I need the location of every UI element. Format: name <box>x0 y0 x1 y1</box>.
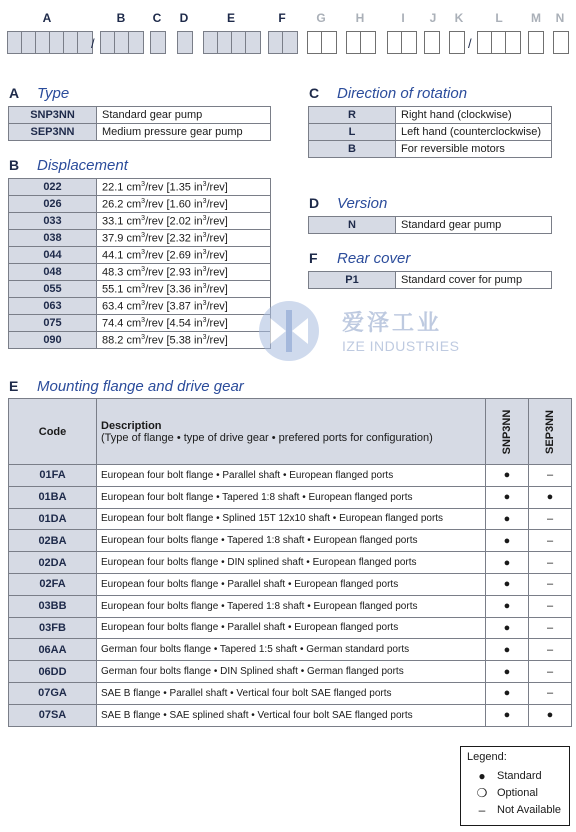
rotation-table <box>308 106 552 158</box>
imperial-value: 2.32 <box>169 232 191 245</box>
table-row <box>9 315 271 332</box>
type-table <box>8 106 271 141</box>
snp3nn-availability: ● <box>486 639 529 661</box>
section-letter: B <box>9 157 20 173</box>
code-separator: / <box>468 36 472 51</box>
unit-exponent: 3 <box>141 197 146 205</box>
table-row <box>9 617 572 639</box>
code-box-l <box>477 31 521 54</box>
mounting-code: 06AA <box>9 639 97 661</box>
type-desc: Standard gear pump <box>97 107 271 124</box>
rear-cover-table <box>308 271 552 289</box>
unit: in <box>194 283 203 296</box>
mounting-desc: European four bolts flange • Parallel shaft • European flanged ports <box>97 617 486 639</box>
snp3nn-availability: ● <box>486 617 529 639</box>
table-row <box>9 332 271 349</box>
displacement-code: 048 <box>9 264 97 281</box>
code-box-g <box>307 31 337 54</box>
unit-exponent: 3 <box>141 180 146 188</box>
unit: /rev] <box>206 215 228 228</box>
metric-value: 88.2 <box>102 334 124 347</box>
mounting-code: 01FA <box>9 465 97 487</box>
version-desc: Standard gear pump <box>396 217 552 234</box>
code-letter-m: M <box>531 11 541 25</box>
snp3nn-availability: ● <box>486 552 529 574</box>
code-box-k <box>449 31 465 54</box>
metric-value: 44.1 <box>102 249 124 262</box>
optional-circle-icon: ❍ <box>476 785 488 800</box>
column-header-description <box>97 399 486 465</box>
sep3nn-availability: – <box>529 639 572 661</box>
displacement-code: 033 <box>9 213 97 230</box>
unit: in <box>194 181 203 194</box>
displacement-value <box>97 332 271 349</box>
unit: /rev [ <box>145 317 170 330</box>
type-code: SEP3NN <box>9 124 97 141</box>
watermark-chinese: 爱泽工业 <box>342 311 443 336</box>
table-header-row <box>9 399 572 465</box>
sep3nn-availability: – <box>529 595 572 617</box>
mounting-code: 03FB <box>9 617 97 639</box>
unit: cm <box>126 266 142 279</box>
sep3nn-availability: – <box>529 465 572 487</box>
displacement-table <box>8 178 271 349</box>
code-box-j <box>424 31 440 54</box>
section-title: Displacement <box>37 157 128 174</box>
legend <box>460 746 570 826</box>
unit: /rev] <box>206 181 228 194</box>
section-heading-mounting <box>9 378 244 396</box>
mounting-desc: European four bolt flange • Tapered 1:8 shaft • European flanged ports <box>97 486 486 508</box>
displacement-value <box>97 213 271 230</box>
description-title: Description <box>101 419 162 432</box>
ize-logo-icon <box>256 298 322 364</box>
table-row <box>9 639 572 661</box>
unit: /rev [ <box>145 181 170 194</box>
section-heading-rear-cover <box>309 250 410 268</box>
code-letter-f: F <box>278 11 286 25</box>
unit: cm <box>126 215 142 228</box>
sep3nn-availability: – <box>529 552 572 574</box>
imperial-value: 3.36 <box>169 283 191 296</box>
snp3nn-availability: ● <box>486 704 529 726</box>
unit: cm <box>126 300 142 313</box>
unit: /rev] <box>206 283 228 296</box>
unit: /rev] <box>206 198 228 211</box>
unit: /rev] <box>206 232 228 245</box>
code-letter-g: G <box>316 11 326 25</box>
table-row <box>9 530 572 552</box>
unit-exponent: 3 <box>141 231 146 239</box>
code-box-n <box>553 31 569 54</box>
unit: /rev [ <box>145 300 170 313</box>
sep3nn-availability: – <box>529 573 572 595</box>
unit: /rev [ <box>145 266 170 279</box>
not-available-dash-icon: – <box>478 802 486 817</box>
unit: /rev [ <box>145 283 170 296</box>
metric-value: 48.3 <box>102 266 124 279</box>
table-row <box>9 107 271 124</box>
code-box-b <box>100 31 144 54</box>
displacement-value <box>97 230 271 247</box>
mounting-code: 03BB <box>9 595 97 617</box>
unit-exponent: 3 <box>141 282 146 290</box>
table-row <box>9 298 271 315</box>
rotation-code: R <box>309 107 396 124</box>
column-label: SEP3NN <box>544 409 556 454</box>
code-letter-n: N <box>555 11 565 25</box>
unit: /rev [ <box>145 232 170 245</box>
code-letter-h: H <box>355 11 365 25</box>
column-header-snp3nn <box>486 399 529 465</box>
column-header-sep3nn <box>529 399 572 465</box>
code-letter-l: L <box>495 11 503 25</box>
sep3nn-availability: – <box>529 530 572 552</box>
imperial-value: 2.69 <box>169 249 191 262</box>
unit: in <box>194 215 203 228</box>
imperial-value: 2.93 <box>169 266 191 279</box>
unit-exponent: 3 <box>202 299 207 307</box>
unit: in <box>194 317 203 330</box>
rotation-desc: Left hand (counterclockwise) <box>396 124 552 141</box>
code-box-d <box>177 31 193 54</box>
legend-title: Legend: <box>467 751 507 763</box>
unit-exponent: 3 <box>141 333 146 341</box>
mounting-desc: European four bolt flange • Splined 15T 12x10 shaft • European flanged ports <box>97 508 486 530</box>
unit: /rev] <box>206 334 228 347</box>
table-row <box>9 704 572 726</box>
watermark <box>256 298 476 362</box>
ordering-code-header <box>0 0 576 60</box>
mounting-code: 02FA <box>9 573 97 595</box>
code-letter-j: J <box>429 11 437 25</box>
unit: in <box>194 198 203 211</box>
mounting-code: 02BA <box>9 530 97 552</box>
sep3nn-availability: – <box>529 661 572 683</box>
imperial-value: 4.54 <box>169 317 191 330</box>
mounting-code: 07SA <box>9 704 97 726</box>
table-row <box>9 573 572 595</box>
sep3nn-availability: – <box>529 508 572 530</box>
unit: in <box>194 249 203 262</box>
snp3nn-availability: ● <box>486 486 529 508</box>
unit-exponent: 3 <box>202 180 207 188</box>
section-title: Direction of rotation <box>337 85 468 102</box>
snp3nn-availability: ● <box>486 530 529 552</box>
displacement-code: 063 <box>9 298 97 315</box>
unit-exponent: 3 <box>202 333 207 341</box>
unit: in <box>194 300 203 313</box>
type-desc: Medium pressure gear pump <box>97 124 271 141</box>
table-row <box>9 486 572 508</box>
unit-exponent: 3 <box>202 282 207 290</box>
legend-label: Not Available <box>497 803 562 816</box>
table-row <box>9 196 271 213</box>
snp3nn-availability: ● <box>486 661 529 683</box>
unit-exponent: 3 <box>141 316 146 324</box>
section-title: Rear cover <box>337 250 411 267</box>
snp3nn-availability: ● <box>486 682 529 704</box>
snp3nn-availability: ● <box>486 508 529 530</box>
unit-exponent: 3 <box>202 248 207 256</box>
unit-exponent: 3 <box>202 197 207 205</box>
snp3nn-availability: ● <box>486 595 529 617</box>
displacement-value <box>97 196 271 213</box>
unit-exponent: 3 <box>141 214 146 222</box>
table-row <box>9 465 572 487</box>
code-box-m <box>528 31 544 54</box>
unit: cm <box>126 181 142 194</box>
code-letter-c: C <box>152 11 162 25</box>
table-row <box>309 107 552 124</box>
displacement-value <box>97 298 271 315</box>
rotation-desc: Right hand (clockwise) <box>396 107 552 124</box>
table-row <box>9 281 271 298</box>
metric-value: 26.2 <box>102 198 124 211</box>
code-box-a <box>7 31 93 54</box>
section-letter: E <box>9 378 19 394</box>
sep3nn-availability: – <box>529 617 572 639</box>
mounting-desc: European four bolt flange • Parallel shaft • European flanged ports <box>97 465 486 487</box>
code-box-c <box>150 31 166 54</box>
section-letter: D <box>309 195 320 211</box>
mounting-desc: German four bolts flange • Tapered 1:5 shaft • German standard ports <box>97 639 486 661</box>
version-code: N <box>309 217 396 234</box>
section-title: Mounting flange and drive gear <box>37 378 244 395</box>
legend-item <box>467 767 563 784</box>
code-box-i <box>387 31 417 54</box>
mounting-code: 07GA <box>9 682 97 704</box>
table-row <box>9 552 572 574</box>
displacement-code: 022 <box>9 179 97 196</box>
section-heading-type <box>9 85 69 103</box>
unit: /rev] <box>206 300 228 313</box>
code-letter-a: A <box>42 11 52 25</box>
section-letter: F <box>309 250 318 266</box>
unit: in <box>194 334 203 347</box>
section-letter: C <box>309 85 320 101</box>
table-row <box>309 124 552 141</box>
unit-exponent: 3 <box>141 299 146 307</box>
unit: /rev [ <box>145 198 170 211</box>
mounting-code: 01DA <box>9 508 97 530</box>
unit: cm <box>126 198 142 211</box>
imperial-value: 1.60 <box>169 198 191 211</box>
code-box-e <box>203 31 261 54</box>
section-title: Type <box>37 85 70 102</box>
mounting-desc: SAE B flange • Parallel shaft • Vertical four bolt SAE flanged ports <box>97 682 486 704</box>
table-row <box>9 179 271 196</box>
displacement-code: 055 <box>9 281 97 298</box>
imperial-value: 1.35 <box>169 181 191 194</box>
code-box-f <box>268 31 298 54</box>
mounting-code: 06DD <box>9 661 97 683</box>
table-row <box>309 141 552 158</box>
code-separator: / <box>91 36 95 51</box>
unit-exponent: 3 <box>141 248 146 256</box>
unit: cm <box>126 317 142 330</box>
description-subtitle: (Type of flange • type of drive gear • prefered ports for configuration) <box>101 431 433 444</box>
table-row <box>9 213 271 230</box>
unit: /rev [ <box>145 334 170 347</box>
unit-exponent: 3 <box>202 231 207 239</box>
mounting-desc: European four bolts flange • DIN splined shaft • European flanged ports <box>97 552 486 574</box>
metric-value: 63.4 <box>102 300 124 313</box>
section-letter: A <box>9 85 20 101</box>
unit: cm <box>126 249 142 262</box>
displacement-value <box>97 179 271 196</box>
table-row <box>9 124 271 141</box>
section-heading-rotation <box>309 85 467 103</box>
section-title: Version <box>337 195 388 212</box>
unit: in <box>194 232 203 245</box>
imperial-value: 2.02 <box>169 215 191 228</box>
unit-exponent: 3 <box>202 265 207 273</box>
unit: /rev] <box>206 266 228 279</box>
table-row <box>9 682 572 704</box>
code-letter-e: E <box>226 11 235 25</box>
table-row <box>9 508 572 530</box>
mounting-desc: German four bolts flange • DIN Splined shaft • German flanged ports <box>97 661 486 683</box>
table-row <box>309 272 552 289</box>
unit: /rev [ <box>145 249 170 262</box>
column-header-code: Code <box>9 399 97 465</box>
mounting-desc: European four bolts flange • Parallel shaft • European flanged ports <box>97 573 486 595</box>
unit: /rev] <box>206 249 228 262</box>
legend-label: Standard <box>497 769 542 782</box>
unit: in <box>194 266 203 279</box>
sep3nn-availability: ● <box>529 704 572 726</box>
type-code: SNP3NN <box>9 107 97 124</box>
metric-value: 55.1 <box>102 283 124 296</box>
displacement-value <box>97 264 271 281</box>
code-letter-d: D <box>179 11 189 25</box>
unit-exponent: 3 <box>141 265 146 273</box>
displacement-code: 026 <box>9 196 97 213</box>
watermark-english: IZE INDUSTRIES <box>342 338 460 354</box>
unit: cm <box>126 334 142 347</box>
mounting-desc: European four bolts flange • Tapered 1:8 shaft • European flanged ports <box>97 530 486 552</box>
displacement-code: 038 <box>9 230 97 247</box>
displacement-code: 075 <box>9 315 97 332</box>
metric-value: 33.1 <box>102 215 124 228</box>
table-row <box>9 264 271 281</box>
rotation-code: L <box>309 124 396 141</box>
table-row <box>9 661 572 683</box>
legend-item <box>467 801 563 818</box>
mounting-table <box>8 398 572 727</box>
table-row <box>9 595 572 617</box>
table-row <box>309 217 552 234</box>
code-letter-k: K <box>454 11 464 25</box>
metric-value: 74.4 <box>102 317 124 330</box>
sep3nn-availability: – <box>529 682 572 704</box>
rotation-desc: For reversible motors <box>396 141 552 158</box>
code-box-h <box>346 31 376 54</box>
mounting-desc: European four bolts flange • Tapered 1:8 shaft • European flanged ports <box>97 595 486 617</box>
unit: /rev [ <box>145 215 170 228</box>
mounting-code: 01BA <box>9 486 97 508</box>
snp3nn-availability: ● <box>486 573 529 595</box>
displacement-code: 090 <box>9 332 97 349</box>
displacement-value <box>97 315 271 332</box>
section-heading-version <box>309 195 387 213</box>
legend-label: Optional <box>497 786 538 799</box>
rotation-code: B <box>309 141 396 158</box>
displacement-value <box>97 247 271 264</box>
unit-exponent: 3 <box>202 316 207 324</box>
metric-value: 37.9 <box>102 232 124 245</box>
displacement-code: 044 <box>9 247 97 264</box>
unit-exponent: 3 <box>202 214 207 222</box>
version-table <box>308 216 552 234</box>
column-label: SNP3NN <box>501 409 513 454</box>
metric-value: 22.1 <box>102 181 124 194</box>
snp3nn-availability: ● <box>486 465 529 487</box>
rear-cover-code: P1 <box>309 272 396 289</box>
table-row <box>9 230 271 247</box>
code-letter-b: B <box>116 11 126 25</box>
standard-dot-icon: ● <box>478 768 486 783</box>
unit: /rev] <box>206 317 228 330</box>
displacement-value <box>97 281 271 298</box>
legend-item <box>467 784 563 801</box>
unit: cm <box>126 283 142 296</box>
code-letter-i: I <box>401 11 405 25</box>
table-row <box>9 247 271 264</box>
unit: cm <box>126 232 142 245</box>
mounting-code: 02DA <box>9 552 97 574</box>
sep3nn-availability: ● <box>529 486 572 508</box>
section-heading-displacement <box>9 157 128 175</box>
imperial-value: 3.87 <box>169 300 191 313</box>
imperial-value: 5.38 <box>169 334 191 347</box>
mounting-desc: SAE B flange • SAE splined shaft • Vertical four bolt SAE flanged ports <box>97 704 486 726</box>
rear-cover-desc: Standard cover for pump <box>396 272 552 289</box>
